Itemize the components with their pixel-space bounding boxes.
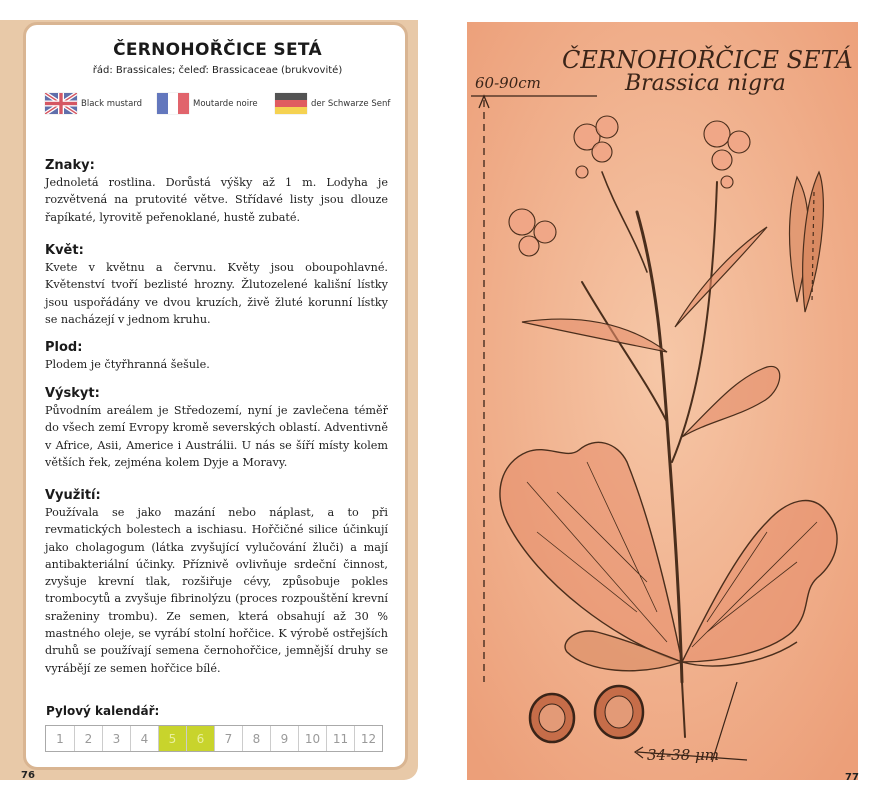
illustration-page — [467, 22, 858, 780]
left-page — [0, 0, 430, 790]
calendar-month-8: 8 — [242, 726, 270, 751]
common-name-en — [45, 93, 142, 114]
uk-flag-icon — [45, 93, 77, 114]
calendar-month-10: 10 — [298, 726, 326, 751]
section-heading: Výskyt: — [45, 386, 100, 401]
section-text: Kvete v květnu a červnu. Květy jsou oboupohlavné. Květenství tvoří bezlisté hrozny. Žlutozelené kališní lístky jsou uspořádány ve dvou kruzích, živě žluté korunní lístky se nacházejí v jednom kruhu. — [45, 261, 388, 326]
page-number-left: 76 — [21, 770, 35, 781]
illustration-latin-name: Brassica nigra — [625, 71, 786, 96]
section-kvet — [45, 243, 388, 328]
pollen-calendar — [45, 725, 383, 752]
calendar-month-4: 4 — [130, 726, 158, 751]
pollen-size-label: 34-38 μm — [647, 746, 719, 764]
france-flag-icon — [157, 93, 189, 114]
section-vyuziti — [45, 488, 388, 677]
section-text: Plodem je čtyřhranná šešule. — [45, 358, 210, 371]
section-text: Jednoletá rostlina. Dorůstá výšky až 1 m. Lodyha je rozvětvená na prutovité větve. Střídavé listy jsou dlouze řapíkaté, lyrovitě peřenoklané, hustě zubaté. — [45, 176, 388, 224]
section-heading: Květ: — [45, 243, 84, 258]
section-heading: Plod: — [45, 340, 83, 355]
calendar-month-9: 9 — [270, 726, 298, 751]
germany-flag-icon — [275, 93, 307, 114]
calendar-month-2: 2 — [74, 726, 102, 751]
mustard-illustration — [467, 22, 858, 780]
common-name-fr-label: Moutarde noire — [193, 98, 258, 109]
taxonomy-subtitle: řád: Brassicales; čeleď: Brassicaceae (brukvovité) — [92, 65, 343, 76]
calendar-month-7: 7 — [214, 726, 242, 751]
section-znaky — [45, 158, 388, 226]
pollen-calendar-label: Pylový kalendář: — [46, 704, 160, 718]
section-vyskyt — [45, 386, 388, 471]
common-name-de-label: der Schwarze Senf — [311, 98, 391, 109]
calendar-month-1: 1 — [56, 731, 64, 746]
calendar-month-6: 6 — [186, 726, 214, 751]
section-plod — [45, 340, 388, 373]
height-label: 60-90cm — [475, 74, 541, 92]
common-names-row — [45, 93, 395, 117]
calendar-month-5: 5 — [158, 726, 186, 751]
illustration-title: ČERNOHOŘČICE SETÁ — [562, 46, 853, 74]
calendar-month-3: 3 — [102, 726, 130, 751]
section-text: Používala se jako mazání nebo náplast, a to při revmatických bolestech a ischiasu. Hořčičné silice účinkují jako cholagogum (látka zvyšující vylučování žluči) a mají antibakteriální účinky. Příznivě ovlivňuje srdeční činnost, zvyšuje krevní tlak, rozšiřuje cévy, způsobuje pokles trombocytů a zvyšuje fibrinolýzu (proces rozpouštění krevní sraženiny trombu). Ze semen, která obsahují až 30 % mastného oleje, se vyrábí stolní hořčice. K výrobě ostřejších druhů se používají semena černohořčice, jemnější druhy se vyrábějí ze semen hořčice bílé. — [45, 506, 388, 675]
common-name-en-label: Black mustard — [81, 98, 143, 109]
common-name-de — [275, 93, 390, 114]
calendar-month-12: 12 — [354, 726, 382, 751]
page-title: ČERNOHOŘČICE SETÁ — [113, 40, 322, 60]
calendar-month-11: 11 — [326, 726, 354, 751]
section-heading: Využití: — [45, 488, 101, 503]
section-heading: Znaky: — [45, 158, 95, 173]
common-name-fr — [157, 93, 258, 114]
page-number-right: 77 — [845, 772, 859, 783]
section-text: Původním areálem je Středozemí, nyní je zavlečena téměř do všech zemí Evropy kromě severských oblastí. Adventivně v Africe, Asii, Americe i Austrálii. U nás se šíří místy kolem větších řek, zejména kolem Dyje a Moravy. — [45, 404, 388, 469]
